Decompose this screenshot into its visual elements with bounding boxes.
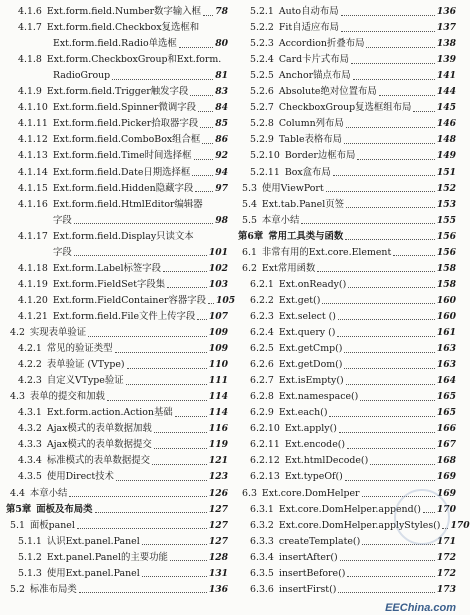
toc-entry-title: 标准模式的表单数据提交 bbox=[46, 455, 150, 467]
dot-leader bbox=[341, 31, 435, 32]
toc-entry-page: 127 bbox=[208, 535, 228, 547]
toc-entry-number: 5.1.3 bbox=[18, 567, 42, 579]
dot-leader bbox=[345, 480, 435, 481]
toc-entry-page: 141 bbox=[436, 70, 456, 82]
toc-entry-number: 4.2.2 bbox=[18, 359, 42, 371]
dot-leader bbox=[346, 384, 435, 385]
dot-leader bbox=[107, 400, 207, 401]
toc-entry-title: Ext.form.field.Hidden隐藏字段 bbox=[52, 182, 194, 194]
toc-entry-page: 156 bbox=[436, 246, 456, 258]
dot-leader bbox=[202, 143, 213, 144]
toc-entry-page: 160 bbox=[436, 310, 456, 322]
toc-entry-page: 171 bbox=[436, 535, 456, 547]
toc-entry-page: 126 bbox=[208, 487, 228, 499]
toc-entry-page: 84 bbox=[215, 102, 228, 114]
dot-leader bbox=[338, 319, 435, 320]
dot-leader bbox=[154, 448, 207, 449]
toc-entry-number: 6.2.13 bbox=[250, 471, 280, 483]
toc-entry-page: 83 bbox=[215, 86, 228, 98]
toc-entry-title: Ext.form.field.Checkbox复选框和 bbox=[46, 22, 200, 34]
toc-entry-page: 166 bbox=[436, 423, 456, 435]
toc-entry-title: Ext.form.field.File文件上传字段 bbox=[52, 310, 196, 322]
toc-entry-page: 97 bbox=[215, 182, 228, 194]
toc-entry-number: 5.2.7 bbox=[250, 102, 274, 114]
toc-entry-title: createTemplate() bbox=[278, 535, 361, 547]
toc-entry-title: 字段 bbox=[53, 246, 72, 258]
toc-entry-page: 148 bbox=[436, 134, 456, 146]
toc-entry-title: CheckboxGroup复选框组布局 bbox=[278, 102, 412, 114]
toc-entry-number: 6.2.7 bbox=[250, 375, 274, 387]
dot-leader bbox=[360, 400, 434, 401]
toc-entry-page: 152 bbox=[436, 182, 456, 194]
toc-entry-title: 面板panel bbox=[29, 519, 75, 531]
toc-entry-title: Ext.query () bbox=[278, 327, 336, 338]
toc-entry-title: Card卡片式布局 bbox=[278, 54, 349, 66]
toc-entry-title: Table表格布局 bbox=[278, 134, 343, 146]
dot-leader bbox=[329, 416, 434, 417]
toc-entry-page: 163 bbox=[436, 343, 456, 355]
dot-leader bbox=[203, 15, 213, 16]
toc-entry-page: 128 bbox=[208, 551, 228, 563]
dot-leader bbox=[142, 544, 207, 545]
toc-entry-page: 168 bbox=[436, 455, 456, 467]
toc-entry-number: 5.2.2 bbox=[250, 22, 274, 34]
toc-entry-title: Ajax模式的表单数据加载 bbox=[46, 423, 152, 435]
toc-entry-title: Absolute绝对位置布局 bbox=[278, 86, 377, 98]
toc-entry-page: 101 bbox=[208, 246, 228, 258]
toc-entry-title: Ext.form.field.Spinner微调字段 bbox=[52, 102, 196, 114]
dot-leader bbox=[170, 560, 207, 561]
toc-entry-title: Ext.apply() bbox=[284, 423, 337, 435]
toc-entry-title: 表单验证 (VType) bbox=[46, 359, 125, 371]
toc-entry-title: Ext常用函数 bbox=[261, 262, 316, 274]
toc-entry-number: 4.1.13 bbox=[18, 150, 48, 162]
toc-entry-number: 4.1.10 bbox=[18, 102, 48, 114]
toc-entry-page: 136 bbox=[208, 583, 228, 595]
toc-entry-page: 165 bbox=[436, 407, 456, 419]
toc-entry-number: 6.2 bbox=[242, 262, 257, 274]
dot-leader bbox=[194, 159, 214, 160]
dot-leader bbox=[357, 159, 434, 160]
dot-leader bbox=[200, 127, 213, 128]
toc-entry-title: 使用Direct技术 bbox=[46, 471, 114, 483]
toc-entry-number: 6.3.6 bbox=[250, 583, 274, 595]
faint-stamp-seal bbox=[394, 489, 450, 545]
toc-entry-number: 4.1.14 bbox=[18, 166, 48, 178]
watermark: EEChina.com bbox=[385, 602, 456, 614]
toc-entry-page: 172 bbox=[436, 551, 456, 563]
toc-entry-title: 常用工具类与函数 bbox=[268, 230, 344, 242]
toc-entry-title: Ajax模式的表单数据提交 bbox=[46, 439, 152, 451]
toc-entry-number: 4.3.5 bbox=[18, 471, 42, 483]
toc-entry-page: 116 bbox=[208, 423, 228, 435]
toc-entry-number: 4.2 bbox=[10, 327, 25, 338]
dot-leader bbox=[115, 352, 207, 353]
toc-entry-page: 158 bbox=[436, 278, 456, 290]
toc-entry-number: 5.5 bbox=[242, 214, 257, 226]
toc-entry-page: 107 bbox=[208, 310, 228, 322]
toc-entry-number: 4.1.8 bbox=[18, 54, 42, 66]
dot-leader bbox=[142, 576, 207, 577]
dot-leader bbox=[69, 496, 206, 497]
toc-entry-page: 92 bbox=[215, 150, 228, 162]
toc-entry-page: 127 bbox=[208, 519, 228, 531]
toc-entry-number: 6.2.1 bbox=[250, 278, 274, 290]
toc-entry-title: Ext.namespace() bbox=[278, 391, 359, 403]
toc-entry-page: 137 bbox=[436, 22, 456, 34]
toc-entry-number: 5.3 bbox=[242, 182, 257, 194]
dot-leader bbox=[74, 255, 207, 256]
toc-entry-title: Ext.tab.Panel页签 bbox=[261, 198, 344, 210]
toc-entry-title: 本章小结 bbox=[29, 487, 68, 499]
toc-entry-page: 109 bbox=[208, 343, 228, 355]
toc-entry-page: 151 bbox=[436, 166, 456, 178]
toc-entry-page: 80 bbox=[215, 38, 228, 50]
toc-entry-number: 4.1.17 bbox=[18, 230, 48, 242]
toc-entry-number: 6.2.3 bbox=[250, 310, 274, 322]
toc-entry-title: 表单的提交和加载 bbox=[29, 391, 105, 403]
toc-entry-number: 6.2.5 bbox=[250, 343, 274, 355]
toc-entry-page: 114 bbox=[208, 391, 228, 403]
toc-entry-page: 156 bbox=[436, 230, 456, 242]
dot-leader bbox=[370, 464, 435, 465]
dot-leader bbox=[116, 480, 207, 481]
toc-entry-page: 121 bbox=[208, 455, 228, 467]
toc-entry-title: 使用Ext.panel.Panel bbox=[46, 567, 140, 579]
toc-entry-number: 4.2.1 bbox=[18, 343, 42, 355]
dot-leader bbox=[347, 576, 434, 577]
dot-leader bbox=[77, 528, 207, 529]
toc-entry-title: 自定义VType验证 bbox=[46, 375, 124, 387]
dot-leader bbox=[322, 303, 434, 304]
toc-entry-number: 4.1.18 bbox=[18, 262, 48, 274]
dot-leader bbox=[163, 271, 207, 272]
toc-entry-title: Ext.form.field.HtmlEditor编辑器 bbox=[52, 198, 203, 210]
toc-entry-page: 169 bbox=[436, 487, 456, 499]
toc-entry-number: 5.1.1 bbox=[18, 535, 42, 547]
toc-entry-title: Accordion折叠布局 bbox=[278, 38, 365, 50]
dot-leader bbox=[347, 448, 435, 449]
dot-leader bbox=[74, 223, 213, 224]
toc-entry-number: 5.2.9 bbox=[250, 134, 274, 146]
toc-entry-title: Ext.htmlDecode() bbox=[284, 455, 369, 467]
toc-entry-page: 78 bbox=[215, 6, 228, 17]
toc-entry-title: Ext.form.field.Date日期选择框 bbox=[52, 166, 191, 178]
toc-entry-page: 139 bbox=[436, 54, 456, 66]
toc-entry-number: 5.2.1 bbox=[250, 6, 274, 17]
toc-entry-number: 4.1.20 bbox=[18, 294, 48, 306]
toc-entry-number: 4.1.7 bbox=[18, 22, 42, 34]
toc-entry-title: Anchor锚点布局 bbox=[278, 70, 351, 82]
toc-entry-page: 127 bbox=[208, 503, 228, 515]
dot-leader bbox=[338, 592, 434, 593]
toc-entry-page: 85 bbox=[215, 118, 228, 130]
toc-entry-title: Ext.form.CheckboxGroup和Ext.form. bbox=[46, 54, 222, 66]
toc-entry-title: Ext.encode() bbox=[284, 439, 346, 451]
dot-leader bbox=[344, 368, 434, 369]
dot-leader bbox=[175, 416, 207, 417]
toc-entry-page: 170 bbox=[450, 519, 470, 531]
toc-entry-number: 4.1.6 bbox=[18, 6, 42, 17]
dot-leader bbox=[351, 63, 435, 64]
toc-entry-title: 标准布局类 bbox=[29, 583, 77, 595]
toc-entry-number: 第6章 bbox=[238, 230, 264, 242]
dot-leader bbox=[326, 191, 435, 192]
toc-entry-number: 5.2 bbox=[10, 583, 25, 595]
toc-entry-number: 5.2.6 bbox=[250, 86, 274, 98]
toc-entry-page: 110 bbox=[208, 359, 228, 371]
toc-entry-title: insertBefore() bbox=[278, 567, 346, 579]
toc-entry-number: 5.2.8 bbox=[250, 118, 274, 130]
toc-entry-number: 5.2.4 bbox=[250, 54, 274, 66]
dot-leader bbox=[154, 432, 207, 433]
toc-entry-page: 165 bbox=[436, 391, 456, 403]
toc-entry-title: 字段 bbox=[53, 214, 72, 226]
dot-leader bbox=[348, 287, 435, 288]
toc-entry-number: 6.2.9 bbox=[250, 407, 274, 419]
dot-leader bbox=[341, 15, 435, 16]
toc-entry-title: Box盒布局 bbox=[284, 166, 331, 178]
toc-entry-title: 面板及布局类 bbox=[36, 503, 93, 515]
dot-leader bbox=[208, 303, 214, 304]
dot-leader bbox=[393, 255, 435, 256]
toc-entry-number: 4.1.15 bbox=[18, 182, 48, 194]
toc-entry-number: 第5章 bbox=[6, 503, 32, 515]
toc-entry-title: Ext.form.field.Time时间选择框 bbox=[52, 150, 192, 162]
toc-entry-title: Ext.form.action.Action基础 bbox=[46, 407, 173, 419]
toc-entry-page: 169 bbox=[436, 471, 456, 483]
toc-entry-page: 170 bbox=[436, 503, 456, 515]
toc-entry-number: 6.2.10 bbox=[250, 423, 280, 435]
dot-leader bbox=[152, 464, 207, 465]
toc-entry-page: 158 bbox=[436, 262, 456, 274]
toc-entry-title: Ext.onReady() bbox=[278, 278, 347, 290]
toc-entry-title: Ext.getDom() bbox=[278, 359, 343, 371]
dot-leader bbox=[317, 271, 434, 272]
toc-entry-number: 4.1.12 bbox=[18, 134, 48, 146]
toc-entry-title: Ext.form.field.Trigger触发字段 bbox=[46, 86, 189, 98]
toc-entry-number: 6.2.2 bbox=[250, 294, 274, 306]
toc-entry-number: 6.2.12 bbox=[250, 455, 280, 467]
toc-entry-title: Ext.form.Label标签字段 bbox=[52, 262, 162, 274]
dot-leader bbox=[179, 47, 213, 48]
toc-entry-page: 103 bbox=[208, 278, 228, 290]
dot-leader bbox=[346, 207, 435, 208]
toc-entry-title: insertFirst() bbox=[278, 583, 337, 595]
toc-entry-title: 实现表单验证 bbox=[29, 327, 87, 338]
dot-leader bbox=[353, 79, 435, 80]
toc-entry-page: 136 bbox=[436, 6, 456, 17]
dot-leader bbox=[79, 592, 207, 593]
toc-entry-number: 5.2.11 bbox=[250, 166, 280, 178]
toc-entry-number: 6.3.4 bbox=[250, 551, 274, 563]
toc-entry-title: Ext.get() bbox=[278, 294, 321, 306]
dot-leader bbox=[340, 560, 435, 561]
toc-entry-page: 86 bbox=[215, 134, 228, 146]
dot-leader bbox=[333, 175, 435, 176]
toc-entry-number: 4.1.21 bbox=[18, 310, 48, 322]
toc-entry-page: 114 bbox=[208, 407, 228, 419]
toc-entry-title: 常见的验证类型 bbox=[46, 343, 113, 355]
toc-entry-number: 4.3 bbox=[10, 391, 25, 403]
toc-entry-title: 使用ViewPort bbox=[261, 182, 324, 194]
toc-entry-number: 6.3.2 bbox=[250, 519, 274, 531]
dot-leader bbox=[127, 368, 207, 369]
toc-entry-number: 4.3.3 bbox=[18, 439, 42, 451]
toc-entry-title: Column列布局 bbox=[278, 118, 344, 130]
toc-entry-page: 119 bbox=[208, 439, 228, 451]
toc-entry-title: Ext.core.DomHelper.applyStyles() bbox=[278, 519, 441, 531]
toc-entry-number: 4.1.16 bbox=[18, 198, 48, 210]
dot-leader bbox=[379, 95, 435, 96]
toc-entry-page: 153 bbox=[436, 198, 456, 210]
toc-entry-page: 123 bbox=[208, 471, 228, 483]
toc-entry-number: 4.3.4 bbox=[18, 455, 42, 467]
toc-entry-number: 6.2.4 bbox=[250, 327, 274, 338]
toc-entry-title: 本章小结 bbox=[261, 214, 300, 226]
toc-entry-title: Ext.form.field.Display只读文本 bbox=[52, 230, 194, 242]
toc-entry-title: Ext.panel.Panel的主要功能 bbox=[46, 551, 168, 563]
dot-leader bbox=[112, 79, 213, 80]
toc-entry-title: Ext.form.field.Picker拾取器字段 bbox=[52, 118, 199, 130]
toc-entry-number: 4.1.11 bbox=[18, 118, 48, 130]
toc-entry-number: 4.3.1 bbox=[18, 407, 42, 419]
toc-entry-title: Ext.form.field.Number数字输入框 bbox=[46, 6, 202, 17]
toc-entry-title: Ext.core.DomHelper.append() bbox=[278, 503, 421, 515]
dot-leader bbox=[345, 239, 435, 240]
toc-entry-page: 155 bbox=[436, 214, 456, 226]
toc-entry-page: 146 bbox=[436, 118, 456, 130]
toc-entry-page: 173 bbox=[436, 583, 456, 595]
toc-entry-title: Ext.form.field.ComboBox组合框 bbox=[52, 134, 201, 146]
toc-entry-number: 4.3.2 bbox=[18, 423, 42, 435]
toc-entry-page: 131 bbox=[208, 567, 228, 579]
toc-entry-page: 160 bbox=[436, 294, 456, 306]
toc-entry-title: Fit自适应布局 bbox=[278, 22, 340, 34]
toc-entry-page: 81 bbox=[215, 70, 228, 82]
toc-entry-page: 102 bbox=[208, 262, 228, 274]
toc-entry-page: 149 bbox=[436, 150, 456, 162]
toc-entry-page: 163 bbox=[436, 359, 456, 371]
toc-entry-number: 6.1 bbox=[242, 246, 257, 258]
dot-leader bbox=[197, 319, 207, 320]
toc-entry-title: 认识Ext.panel.Panel bbox=[46, 535, 140, 547]
dot-leader bbox=[88, 336, 207, 337]
dot-leader bbox=[195, 191, 213, 192]
dot-leader bbox=[190, 95, 213, 96]
toc-entry-page: 144 bbox=[436, 86, 456, 98]
toc-entry-number: 6.2.8 bbox=[250, 391, 274, 403]
toc-entry-number: 4.1.19 bbox=[18, 278, 48, 290]
toc-entry-title: Ext.form.field.Radio单选框 bbox=[53, 38, 177, 50]
toc-entry-title: Ext.form.FieldSet字段集 bbox=[52, 278, 166, 290]
toc-entry-number: 6.3.1 bbox=[250, 503, 274, 515]
dot-leader bbox=[413, 111, 434, 112]
toc-entry-title: Ext.isEmpty() bbox=[278, 375, 344, 387]
toc-entry-title: Ext.typeOf() bbox=[284, 471, 343, 483]
toc-entry-title: Ext.getCmp() bbox=[278, 343, 343, 355]
toc-entry-number: 5.4 bbox=[242, 198, 257, 210]
toc-entry-number: 6.3.5 bbox=[250, 567, 274, 579]
toc-entry-number: 5.1.2 bbox=[18, 551, 42, 563]
toc-entry-page: 161 bbox=[436, 327, 456, 338]
dot-leader bbox=[344, 143, 435, 144]
toc-entry-number: 5.2.5 bbox=[250, 70, 274, 82]
toc-entry-page: 105 bbox=[216, 294, 236, 306]
toc-entry-number: 4.1.9 bbox=[18, 86, 42, 98]
toc-entry-page: 138 bbox=[436, 38, 456, 50]
toc-entry-title: insertAfter() bbox=[278, 551, 338, 563]
toc-entry-title: Auto自动布局 bbox=[278, 6, 339, 17]
toc-entry-number: 5.2.3 bbox=[250, 38, 274, 50]
toc-entry-number: 5.2.10 bbox=[250, 150, 280, 162]
toc-entry-page: 111 bbox=[208, 375, 228, 387]
toc-entry-page: 109 bbox=[208, 327, 228, 338]
toc-entry-page: 145 bbox=[436, 102, 456, 114]
toc-entry-number: 6.3.3 bbox=[250, 535, 274, 547]
dot-leader bbox=[339, 432, 435, 433]
dot-leader bbox=[301, 223, 434, 224]
dot-leader bbox=[198, 111, 213, 112]
toc-entry-number: 6.2.6 bbox=[250, 359, 274, 371]
toc-entry-title: Ext.form.FieldContainer容器字段 bbox=[52, 294, 207, 306]
dot-leader bbox=[95, 512, 207, 513]
dot-leader bbox=[346, 127, 435, 128]
dot-leader bbox=[192, 175, 213, 176]
toc-entry-title: Border边框布局 bbox=[284, 150, 356, 162]
toc-entry-page: 167 bbox=[436, 439, 456, 451]
toc-entry-title: Ext.select () bbox=[278, 310, 336, 322]
toc-entry-page: 172 bbox=[436, 567, 456, 579]
toc-entry-title: RadioGroup bbox=[53, 70, 111, 82]
toc-entry[interactable] bbox=[6, 580, 228, 600]
dot-leader bbox=[337, 336, 434, 337]
toc-entry-number: 4.2.3 bbox=[18, 375, 42, 387]
toc-entry-title: 非常有用的Ext.core.Element bbox=[261, 246, 392, 258]
toc-entry-number: 6.2.11 bbox=[250, 439, 280, 451]
toc-entry-title: Ext.core.DomHelper bbox=[261, 487, 360, 499]
dot-leader bbox=[366, 47, 434, 48]
toc-entry-number: 6.3 bbox=[242, 487, 257, 499]
dot-leader bbox=[344, 352, 434, 353]
toc-entry-number: 5.1 bbox=[10, 519, 25, 531]
toc-entry-number: 4.4 bbox=[10, 487, 25, 499]
dot-leader bbox=[126, 384, 207, 385]
toc-entry[interactable] bbox=[238, 580, 456, 600]
toc-entry-title: Ext.each() bbox=[278, 407, 328, 419]
toc-entry-page: 98 bbox=[215, 214, 228, 226]
dot-leader bbox=[167, 287, 207, 288]
toc-entry-page: 94 bbox=[215, 166, 228, 178]
toc-entry-page: 164 bbox=[436, 375, 456, 387]
